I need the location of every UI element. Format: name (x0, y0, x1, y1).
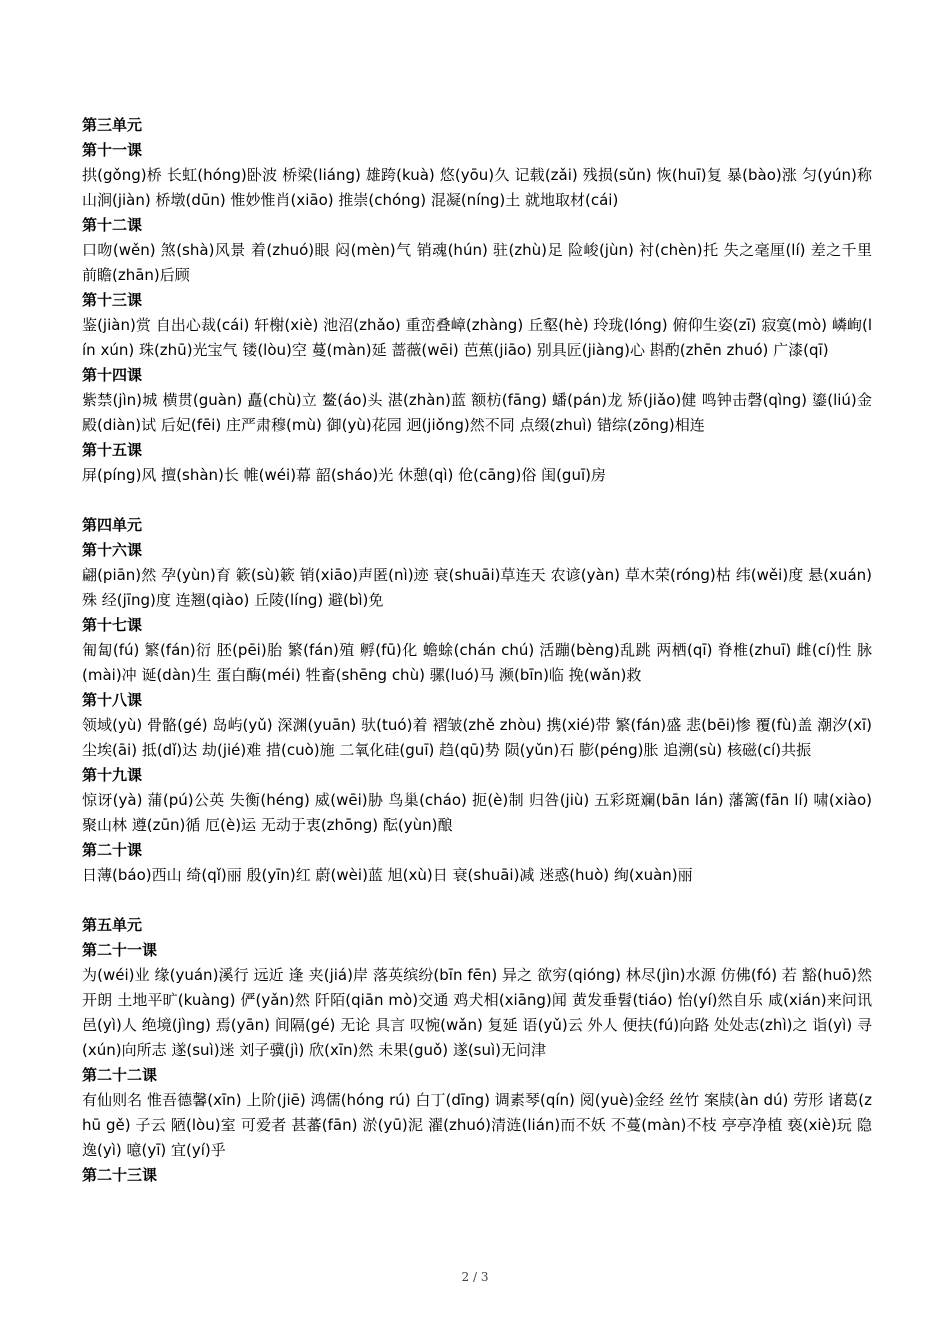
unit-title: 第五单元 (82, 916, 143, 934)
lesson-vocabulary: 拱(gǒng)桥 长虹(hóng)卧波 桥梁(liáng) 雄跨(kuà) 悠(yōu)久 记载(zǎi) 残损(sǔn) 恢(huī)复 暴(bào)涨 匀(yún)称 山涧(jiàn) 桥墩(dūn) 惟妙惟肖(xiāo) 推崇(chóng) 混凝(níng)土 就地取材(cái) (82, 166, 872, 209)
lesson-title: 第十一课 (82, 141, 143, 159)
lesson-vocabulary: 日薄(báo)西山 绮(qǐ)丽 殷(yīn)红 蔚(wèi)蓝 旭(xù)日 衰(shuāi)减 迷惑(huò) 绚(xuàn)丽 (82, 866, 693, 884)
document-body (82, 113, 872, 1188)
lesson-title: 第十二课 (82, 216, 143, 234)
lesson-vocabulary: 匍匐(fú) 繁(fán)衍 胚(pēi)胎 繁(fán)殖 孵(fū)化 蟾蜍(chán chú) 活蹦(bèng)乱跳 两栖(qī) 脊椎(zhuī) 雌(cí)性 脉(mài)冲 诞(dàn)生 蛋白酶(méi) 牲畜(shēng chù) 骡(luó)马 濒(bīn)临 挽(wǎn)救 (82, 641, 872, 684)
unit-4 (82, 513, 872, 888)
lesson-vocabulary: 口吻(wěn) 煞(shà)风景 着(zhuó)眼 闷(mèn)气 销魂(hún) 驻(zhù)足 险峻(jùn) 衬(chèn)托 失之毫厘(lí) 差之千里 前瞻(zhān)后顾 (82, 241, 872, 284)
lesson-title: 第十五课 (82, 441, 143, 459)
lesson-vocabulary: 翩(piān)然 孕(yùn)育 簌(sù)簌 销(xiāo)声匿(nì)迹 衰(shuāi)草连天 农谚(yàn) 草木荣(róng)枯 纬(wěi)度 悬(xuán)殊 经(jīng)度 连翘(qiào) 丘陵(líng) 避(bì)免 (82, 566, 872, 609)
unit-3 (82, 113, 872, 488)
lesson-title: 第十三课 (82, 291, 143, 309)
lesson-title: 第十四课 (82, 366, 143, 384)
lesson-title: 第十七课 (82, 616, 143, 634)
lesson-title: 第二十三课 (82, 1166, 158, 1184)
unit-title: 第四单元 (82, 516, 143, 534)
lesson-title: 第二十二课 (82, 1066, 158, 1084)
page-number: 2 / 3 (461, 1270, 489, 1284)
lesson-vocabulary: 有仙则名 惟吾德馨(xīn) 上阶(jiē) 鸿儒(hóng rú) 白丁(dīng) 调素琴(qín) 阅(yuè)金经 丝竹 案牍(àn dú) 劳形 诸葛(zhū gě) 子云 陋(lòu)室 可爱者 甚蕃(fān) 淤(yū)泥 濯(zhuó)清涟(lián)而不妖 不蔓(màn)不枝 亭亭净植 亵(xiè)玩 隐逸(yì) 噫(yī) 宜(yí)乎 (82, 1091, 872, 1159)
lesson-vocabulary: 屏(píng)风 擅(shàn)长 帷(wéi)幕 韶(sháo)光 休憩(qì) 伧(cāng)俗 闺(guī)房 (82, 466, 606, 484)
lesson-vocabulary: 鉴(jiàn)赏 自出心裁(cái) 轩榭(xiè) 池沼(zhǎo) 重峦叠嶂(zhàng) 丘壑(hè) 玲珑(lóng) 俯仰生姿(zī) 寂寞(mò) 嶙峋(lín xún) 珠(zhū)光宝气 镂(lòu)空 蔓(màn)延 蔷薇(wēi) 芭蕉(jiāo) 别具匠(jiàng)心 斟酌(zhēn zhuó) 广漆(qī) (82, 316, 872, 359)
lesson-vocabulary: 为(wéi)业 缘(yuán)溪行 远近 逢 夹(jiá)岸 落英缤纷(bīn fēn) 异之 欲穷(qióng) 林尽(jìn)水源 仿佛(fó) 若 豁(huō)然开朗 土地平旷(kuàng) 俨(yǎn)然 阡陌(qiān mò)交通 鸡犬相(xiāng)闻 黄发垂髫(tiáo) 怡(yí)然自乐 咸(xián)来问讯 邑(yì)人 绝境(jìng) 焉(yān) 间隔(gé) 无论 具言 叹惋(wǎn) 复延 语(yǔ)云 外人 便扶(fú)向路 处处志(zhì)之 诣(yì) 寻(xún)向所志 遂(suì)迷 刘子骥(jì) 欣(xīn)然 未果(guǒ) 遂(suì)无问津 (82, 966, 872, 1059)
lesson-title: 第二十一课 (82, 941, 158, 959)
lesson-vocabulary: 紫禁(jìn)城 横贯(guàn) 矗(chù)立 鳌(áo)头 湛(zhàn)蓝 额枋(fāng) 蟠(pán)龙 矫(jiǎo)健 鸣钟击磬(qìng) 鎏(liú)金 殿(diàn)试 后妃(fēi) 庄严肃穆(mù) 御(yù)花园 迥(jiǒng)然不同 点缀(zhuì) 错综(zōng)相连 (82, 391, 872, 434)
unit-title: 第三单元 (82, 116, 143, 134)
lesson-title: 第十九课 (82, 766, 143, 784)
lesson-title: 第十八课 (82, 691, 143, 709)
lesson-title: 第二十课 (82, 841, 143, 859)
lesson-title: 第十六课 (82, 541, 143, 559)
lesson-vocabulary: 惊讶(yà) 蒲(pú)公英 失衡(héng) 威(wēi)胁 鸟巢(cháo) 扼(è)制 归咎(jiù) 五彩斑斓(bān lán) 藩篱(fān lí) 啸(xiào)聚山林 遵(zūn)循 厄(è)运 无动于衷(zhōng) 酝(yùn)酿 (82, 791, 872, 834)
unit-5 (82, 913, 872, 1188)
lesson-vocabulary: 领域(yù) 骨骼(gé) 岛屿(yǔ) 深渊(yuān) 驮(tuó)着 褶皱(zhě zhòu) 携(xié)带 繁(fán)盛 悲(bēi)惨 覆(fù)盖 潮汐(xī) 尘埃(āi) 抵(dǐ)达 劫(jié)难 措(cuò)施 二氧化硅(guī) 趋(qū)势 陨(yǔn)石 膨(péng)胀 追溯(sù) 核磁(cí)共振 (82, 716, 872, 759)
